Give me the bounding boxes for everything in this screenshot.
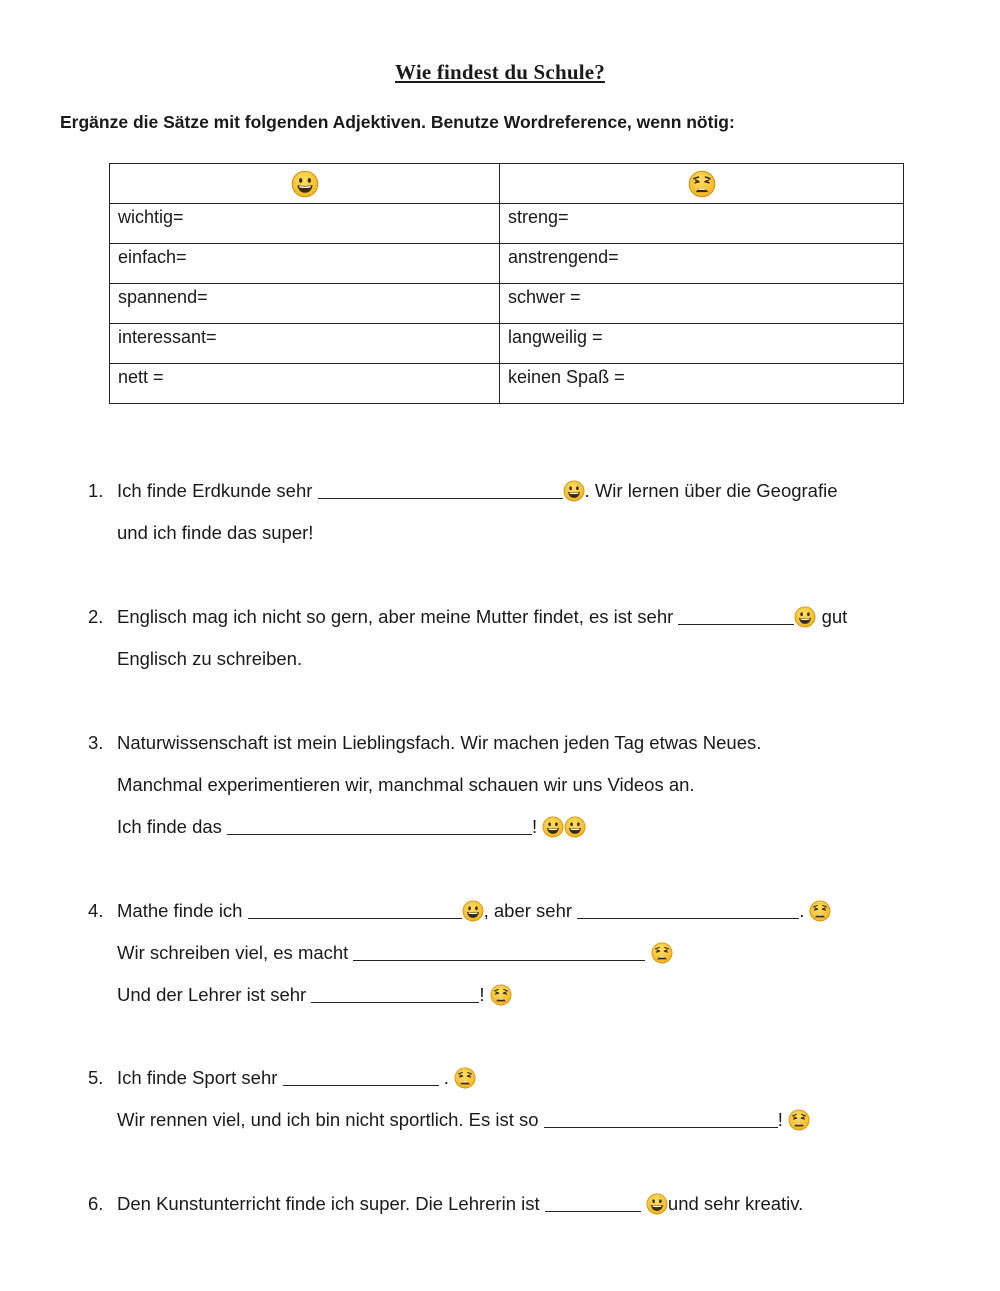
sentence-text: gut: [816, 606, 848, 627]
answer-blank[interactable]: [311, 986, 479, 1003]
smiling-face-icon: [542, 816, 564, 838]
exercise-3: [88, 722, 968, 848]
answer-blank[interactable]: [248, 902, 462, 919]
negative-adjective-cell[interactable]: langweilig =: [500, 324, 904, 364]
table-row: [110, 244, 904, 284]
weary-face-icon: [788, 1109, 810, 1131]
smiling-face-icon: [794, 606, 816, 628]
answer-blank[interactable]: [318, 482, 563, 499]
sentence-text: Manchmal experimentieren wir, manchmal schauen wir uns Videos an.: [117, 774, 695, 795]
positive-adjective-cell[interactable]: spannend=: [110, 284, 500, 324]
positive-adjective-cell[interactable]: nett =: [110, 364, 500, 404]
sentence-text: .: [438, 1067, 449, 1088]
sentence-text: Ich finde Erdkunde sehr: [117, 480, 318, 501]
negative-adjective-cell[interactable]: schwer =: [500, 284, 904, 324]
vocabulary-table: [109, 163, 904, 404]
smiling-face-icon: [291, 170, 319, 198]
table-row: [110, 204, 904, 244]
positive-column-header: [110, 164, 500, 204]
sentence-text: !: [479, 984, 485, 1005]
sentence-text: Den Kunstunterricht finde ich super. Die Lehrerin ist: [117, 1193, 545, 1214]
exercise-number: 4.: [88, 900, 104, 921]
exercise-number: 3.: [88, 732, 104, 753]
sentence-text: Ich finde das: [117, 816, 228, 837]
sentence-text: !: [777, 1109, 783, 1130]
instruction-text: Ergänze die Sätze mit folgenden Adjektiven. Benutze Wordreference, wenn nötig:: [60, 112, 735, 132]
exercise-4: [88, 890, 968, 1016]
sentence-text: Naturwissenschaft ist mein Lieblingsfach. Wir machen jeden Tag etwas Neues.: [117, 732, 762, 753]
answer-blank[interactable]: [577, 902, 799, 919]
negative-adjective-cell[interactable]: keinen Spaß =: [500, 364, 904, 404]
table-row: [110, 364, 904, 404]
exercise-1: [88, 470, 968, 554]
table-header-row: [110, 164, 904, 204]
answer-blank[interactable]: [283, 1069, 439, 1086]
exercise-number: 1.: [88, 480, 104, 501]
smiling-face-icon: [646, 1193, 668, 1215]
smiling-face-icon: [563, 480, 585, 502]
sentence-text: Englisch zu schreiben.: [117, 648, 303, 669]
weary-face-icon: [651, 942, 673, 964]
sentence-text: und sehr kreativ.: [667, 1193, 804, 1214]
sentence-text: , aber sehr: [483, 900, 578, 921]
answer-blank[interactable]: [678, 608, 794, 625]
sentence-text: und ich finde das super!: [117, 522, 314, 543]
worksheet-title: Wie findest du Schule?: [395, 60, 605, 84]
sentence-text: Und der Lehrer ist sehr: [117, 984, 312, 1005]
sentence-text: Englisch mag ich nicht so gern, aber meine Mutter findet, es ist sehr: [117, 606, 679, 627]
exercise-5: [88, 1057, 968, 1141]
sentence-text: Wir rennen viel, und ich bin nicht sportlich. Es ist so: [117, 1109, 544, 1130]
sentence-text: !: [532, 816, 538, 837]
sentence-text: Ich finde Sport sehr: [117, 1067, 283, 1088]
smiling-face-icon: [462, 900, 484, 922]
positive-adjective-cell[interactable]: einfach=: [110, 244, 500, 284]
table-row: [110, 284, 904, 324]
sentence-text: Mathe finde ich: [117, 900, 248, 921]
exercise-number: 6.: [88, 1193, 104, 1214]
answer-blank[interactable]: [353, 944, 645, 961]
exercise-number: 2.: [88, 606, 104, 627]
negative-column-header: [500, 164, 904, 204]
sentence-text: . Wir lernen über die Geografie: [584, 480, 838, 501]
weary-face-icon: [688, 170, 716, 198]
exercise-number: 5.: [88, 1067, 104, 1088]
negative-adjective-cell[interactable]: anstrengend=: [500, 244, 904, 284]
sentence-text: Wir schreiben viel, es macht: [117, 942, 354, 963]
table-row: [110, 324, 904, 364]
positive-adjective-cell[interactable]: interessant=: [110, 324, 500, 364]
answer-blank[interactable]: [227, 818, 532, 835]
answer-blank[interactable]: [544, 1111, 778, 1128]
weary-face-icon: [490, 984, 512, 1006]
exercise-2: [88, 596, 968, 680]
negative-adjective-cell[interactable]: streng=: [500, 204, 904, 244]
exercise-6: [88, 1183, 968, 1225]
answer-blank[interactable]: [545, 1195, 641, 1212]
weary-face-icon: [454, 1067, 476, 1089]
sentence-text: .: [799, 900, 805, 921]
positive-adjective-cell[interactable]: wichtig=: [110, 204, 500, 244]
weary-face-icon: [809, 900, 831, 922]
smiling-face-icon: [564, 816, 586, 838]
